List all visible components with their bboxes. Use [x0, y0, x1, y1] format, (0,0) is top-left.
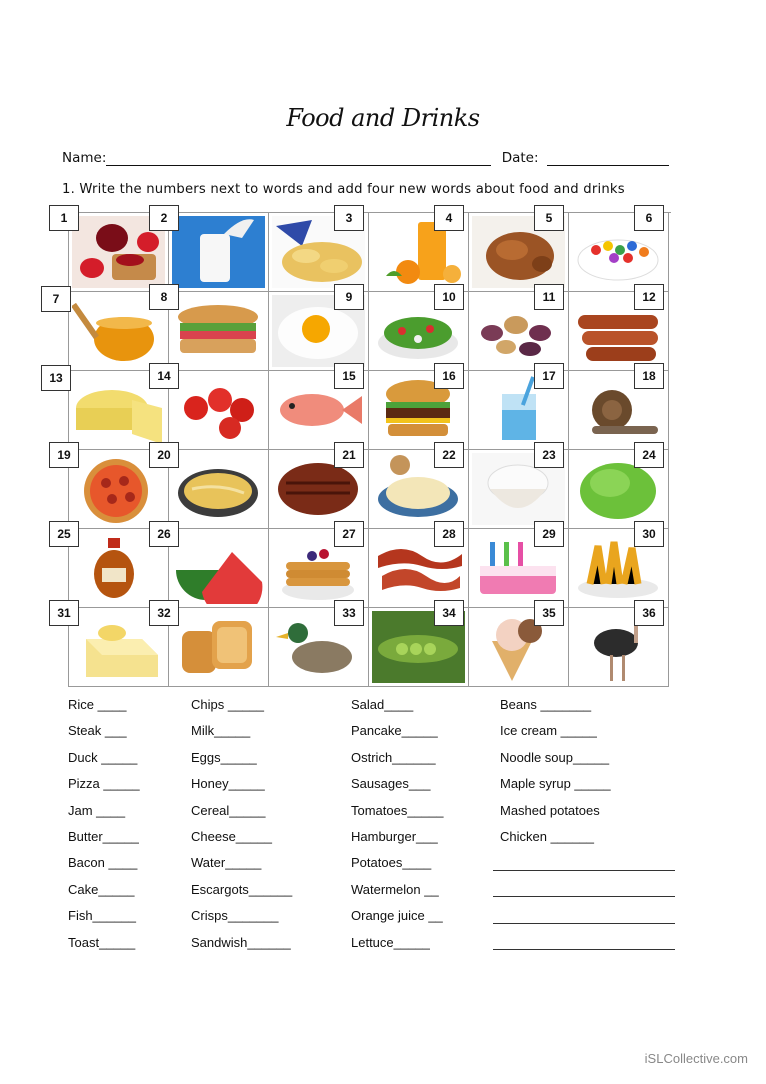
number-badge: 29	[534, 521, 564, 547]
word-item: Crisps_______	[191, 908, 279, 924]
word-item: Escargots______	[191, 881, 293, 897]
instruction: 1. Write the numbers next to words and add four new words about food and drinks	[62, 182, 625, 197]
picture-cell	[157, 448, 269, 529]
picture-grid	[49, 211, 671, 687]
word-item: Fish______	[68, 908, 136, 924]
picture-cell	[269, 371, 369, 450]
number-badge: 25	[49, 521, 79, 547]
number-badge: 27	[334, 521, 364, 547]
date-label: Date:	[501, 150, 539, 166]
tomatoes-icon	[172, 374, 265, 446]
picture-cell	[157, 606, 269, 687]
picture-cell	[269, 292, 369, 371]
word-item: Jam ____	[68, 802, 126, 818]
noodle-soup-icon	[172, 453, 265, 525]
picture-cell	[469, 529, 569, 608]
name-blank[interactable]	[106, 151, 491, 166]
word-item: Water_____	[191, 855, 262, 871]
number-badge: 24	[634, 442, 664, 468]
picture-cell	[157, 527, 269, 608]
number-badge: 3	[334, 205, 364, 231]
number-badge: 8	[149, 284, 179, 310]
picture-cell	[569, 529, 669, 608]
word-item: Cheese_____	[191, 828, 272, 844]
picture-cell	[369, 608, 469, 687]
word-column-1	[68, 698, 140, 962]
picture-cell	[369, 371, 469, 450]
answer-line[interactable]	[493, 909, 675, 935]
word-column-3	[351, 698, 444, 962]
number-badge: 5	[534, 205, 564, 231]
number-badge: 6	[634, 205, 664, 231]
number-badge: 31	[49, 600, 79, 626]
word-item: Chicken ______	[500, 828, 594, 844]
answer-line[interactable]	[493, 856, 675, 882]
number-badge: 34	[434, 600, 464, 626]
blank-lines	[493, 856, 675, 962]
word-item: Toast_____	[68, 934, 136, 950]
word-item: Beans _______	[500, 697, 592, 712]
number-badge: 15	[334, 363, 364, 389]
number-badge: 4	[434, 205, 464, 231]
word-item: Hamburger___	[351, 828, 438, 844]
sandwich-icon	[172, 295, 265, 367]
number-badge: 26	[149, 521, 179, 547]
number-badge: 12	[634, 284, 664, 310]
picture-cell	[569, 450, 669, 529]
number-badge: 13	[41, 365, 71, 391]
picture-cell	[269, 608, 369, 687]
number-badge: 14	[149, 363, 179, 389]
picture-cell	[469, 371, 569, 450]
word-item: Lettuce_____	[351, 934, 430, 950]
word-item: Sausages___	[351, 776, 431, 792]
number-badge: 35	[534, 600, 564, 626]
word-item: Ice cream _____	[500, 723, 597, 739]
word-item: Pancake_____	[351, 723, 438, 739]
name-date-line	[62, 150, 669, 166]
number-badge: 32	[149, 600, 179, 626]
word-column-2	[191, 698, 292, 962]
number-badge: 30	[634, 521, 664, 547]
number-badge: 22	[434, 442, 464, 468]
number-badge: 36	[634, 600, 664, 626]
number-badge: 16	[434, 363, 464, 389]
number-badge: 33	[334, 600, 364, 626]
word-item: Watermelon __	[351, 881, 439, 897]
picture-cell	[469, 292, 569, 371]
number-badge: 2	[149, 205, 179, 231]
site-watermark: iSLCollective.com	[644, 1051, 748, 1066]
picture-cell	[569, 371, 669, 450]
word-item: Duck _____	[68, 749, 138, 765]
word-column-4	[500, 698, 611, 856]
number-badge: 1	[49, 205, 79, 231]
picture-cell	[469, 450, 569, 529]
picture-cell	[469, 213, 569, 292]
number-badge: 19	[49, 442, 79, 468]
answer-line[interactable]	[493, 882, 675, 908]
milk-glass-icon	[172, 216, 265, 288]
number-badge: 11	[534, 284, 564, 310]
word-item: Cake_____	[68, 881, 135, 897]
picture-cell	[269, 529, 369, 608]
word-item: Bacon ____	[68, 855, 138, 871]
number-badge: 28	[434, 521, 464, 547]
word-item: Pizza _____	[68, 776, 140, 792]
picture-cell	[369, 529, 469, 608]
word-item: Potatoes____	[351, 855, 432, 871]
word-item: Honey_____	[191, 776, 265, 792]
picture-cell	[160, 290, 269, 371]
word-item: Chips _____	[191, 697, 264, 712]
worksheet-title: Food and Drinks	[286, 104, 480, 132]
word-item: Milk_____	[191, 723, 251, 739]
date-blank[interactable]	[547, 151, 669, 166]
answer-line[interactable]	[493, 935, 675, 961]
number-badge: 10	[434, 284, 464, 310]
word-item: Orange juice __	[351, 908, 443, 924]
word-item: Sandwish______	[191, 934, 291, 950]
picture-cell	[157, 369, 269, 450]
number-badge: 9	[334, 284, 364, 310]
picture-cell	[369, 292, 469, 371]
toast-icon	[172, 611, 265, 683]
picture-cell	[369, 450, 469, 529]
picture-cell	[569, 213, 669, 292]
number-badge: 20	[149, 442, 179, 468]
word-item: Salad____	[351, 697, 414, 712]
picture-cell	[569, 292, 669, 371]
word-item: Maple syrup _____	[500, 776, 611, 792]
picture-cell	[269, 450, 369, 529]
number-badge: 23	[534, 442, 564, 468]
word-item: Ostrich______	[351, 749, 436, 765]
word-item: Rice ____	[68, 697, 127, 712]
word-item: Eggs_____	[191, 749, 257, 765]
watermelon-icon	[172, 532, 265, 604]
number-badge: 7	[41, 286, 71, 312]
number-badge: 17	[534, 363, 564, 389]
word-item: Tomatoes_____	[351, 802, 444, 818]
name-label: Name:	[62, 150, 107, 166]
word-item: Steak ___	[68, 723, 127, 739]
word-item: Noodle soup_____	[500, 749, 610, 765]
picture-cell	[469, 608, 569, 687]
picture-cell	[269, 213, 369, 292]
number-badge: 21	[334, 442, 364, 468]
number-badge: 18	[634, 363, 664, 389]
picture-cell	[569, 608, 669, 687]
word-item: Mashed potatoes	[500, 802, 600, 818]
picture-cell	[369, 213, 469, 292]
word-item: Butter_____	[68, 828, 139, 844]
picture-cell	[160, 211, 269, 292]
word-item: Cereal_____	[191, 802, 266, 818]
